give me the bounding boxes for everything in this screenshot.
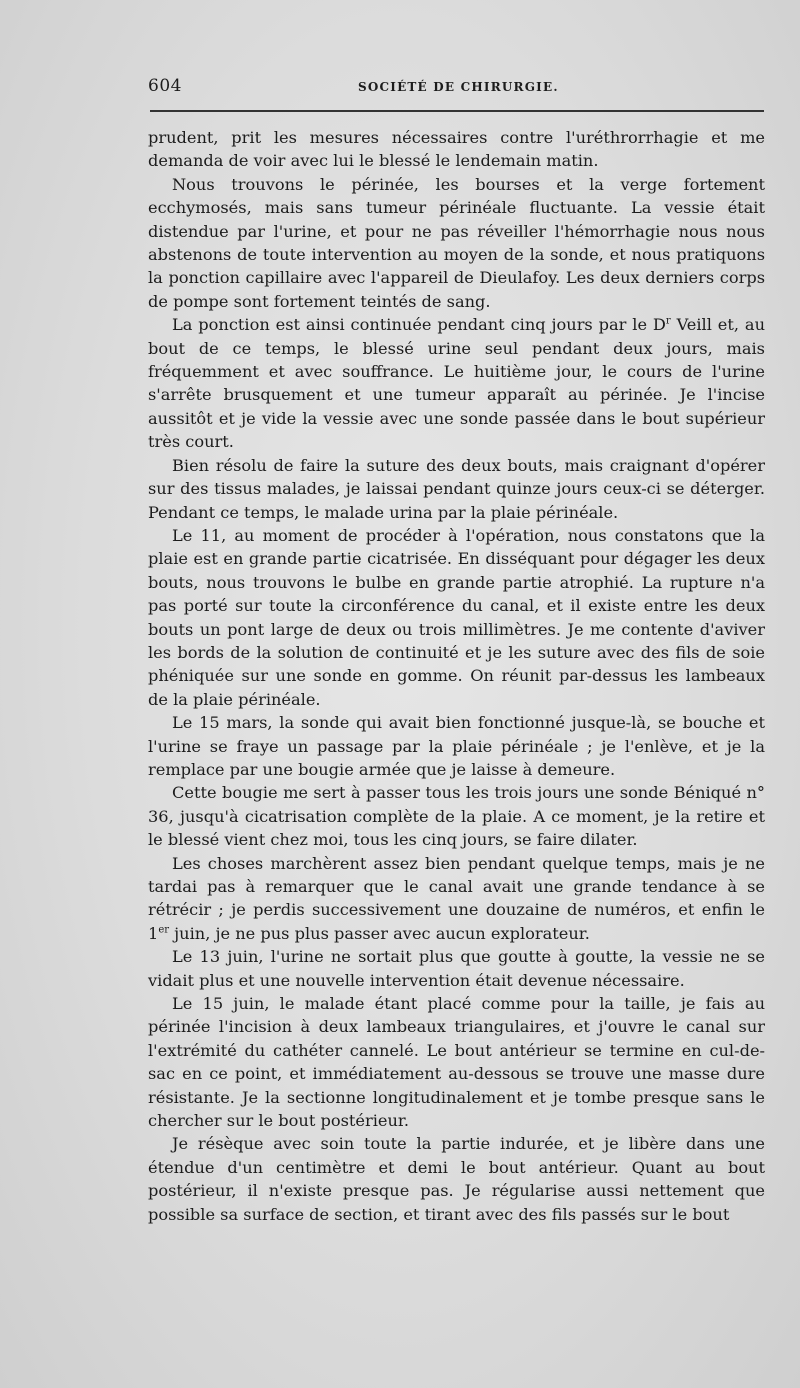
- paragraph: [148, 313, 765, 453]
- paragraph-text: Les choses marchèrent assez bien pendant quelque temps, mais je ne tardai pas à remarquer que le canal avait une grande tendance à se rétrécir ; je perdis successivement une douzaine de numéros, et enfin le 1: [148, 853, 765, 943]
- superscript: er: [158, 924, 170, 936]
- paragraph-text: Veill et, au bout de ce temps, le blessé urine seul pendant deux jours, mais fréquemment et avec souffrance. Le huitième jour, le cours de l'urine s'arrête brusquement et une tumeur apparaît au périnée. Je l'incise aussitôt et je vide la vessie avec une sonde passée dans le bout supérieur très court.: [148, 315, 766, 452]
- paragraph: Nous trouvons le périnée, les bourses et la verge fortement ecchymosés, mais sans tumeur périnéale fluctuante. La vessie était distendue par l'urine, et pour ne pas réveiller l'hémorrhagie nous nous abstenons de toute intervention au moyen de la sonde, et nous pratiquons la ponction capillaire avec l'appareil de Dieulafoy. Les deux derniers corps de pompe sont fortement teintés de sang.: [148, 174, 765, 311]
- paragraph: Je résèque avec soin toute la partie indurée, et je libère dans une étendue d'un centimètre et demi le bout antérieur. Quant au bout postérieur, il n'existe presque pas. Je régularise aussi nettement que possible sa surface de section, et tirant avec des fils passés sur le bout: [148, 1134, 765, 1224]
- header-rule: [150, 110, 764, 112]
- paragraph: Le 15 mars, la sonde qui avait bien fonctionné jusque-là, se bouche et l'urine se fraye un passage par la plaie périnéale ; je l'enlève, et je la remplace par une bougie armée que je laisse à demeure.: [148, 713, 765, 779]
- paragraph: [148, 852, 765, 946]
- paragraph: Le 15 juin, le malade étant placé comme pour la taille, je fais au périnée l'incision à deux lambeaux triangulaires, et j'ouvre le canal sur l'extrémité du cathéter cannelé. Le bout antérieur se termine en cul-de-sac en ce point, et immédiatement au-dessous se trouve une masse dure résistante. Je la sectionne longitudinalement et je tombe presque sans le chercher sur le bout postérieur.: [148, 994, 765, 1131]
- paragraph: Cette bougie me sert à passer tous les trois jours une sonde Béniqué n° 36, jusqu'à cicatrisation complète de la plaie. A ce moment, je la retire et le blessé vient chez moi, tous les cinq jours, se faire dilater.: [148, 783, 765, 850]
- page-number: 604: [148, 76, 182, 96]
- running-head: SOCIÉTÉ DE CHIRURGIE.: [358, 80, 559, 94]
- paragraph: Le 13 juin, l'urine ne sortait plus que goutte à goutte, la vessie ne se vidait plus et une nouvelle intervention était devenue nécessaire.: [148, 947, 765, 990]
- paragraph: Bien résolu de faire la suture des deux bouts, mais craignant d'opérer sur des tissus malades, je laissai pendant quinze jours ceux-ci se déterger. Pendant ce temps, le malade urina par la plaie périnéale.: [148, 455, 765, 522]
- paragraph: Le 11, au moment de procéder à l'opération, nous constatons que la plaie est en grande partie cicatrisée. En disséquant pour dégager les deux bouts, nous trouvons le bulbe en grande partie atrophié. La rupture n'a pas porté sur toute la circonférence du canal, et il existe entre les deux bouts un pont large de deux ou trois millimètres. Je me contente d'aviver les bords de la solution de continuité et je les suture avec des fils de soie phéniquée sur une sonde en gomme. On réunit par-dessus les lambeaux de la plaie périnéale.: [148, 525, 765, 709]
- paragraph: prudent, prit les mesures nécessaires contre l'uréthrorrhagie et me demanda de voir avec lui le blessé le lendemain matin.: [148, 128, 765, 171]
- superscript: r: [665, 315, 671, 327]
- body-text: [148, 126, 765, 1226]
- page-header: [148, 74, 764, 100]
- paragraph-text: juin, je ne pus plus passer avec aucun explorateur.: [169, 923, 590, 943]
- paragraph-text: La ponction est ainsi continuée pendant cinq jours par le D: [172, 315, 666, 335]
